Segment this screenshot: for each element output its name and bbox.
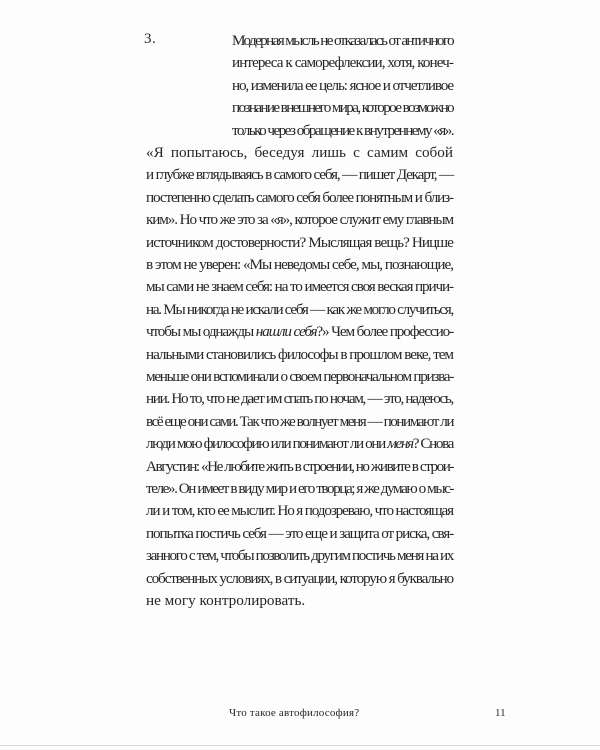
text-line-content: не могу контролировать. <box>146 592 306 609</box>
text-line-content: познание внешнего мира, которое возможно <box>232 99 453 117</box>
text-line-content: «Я попытаюсь, беседуя лишь с самим собой <box>146 144 453 161</box>
text-line <box>146 142 453 164</box>
text-line-tail: ?» Чем более профессио- <box>316 323 454 341</box>
text-line-content: теле». Он имеет в виду мир и его творца; я же думаю о мыс- <box>146 480 453 497</box>
text-line-content: нии. Но то, что не дает им спать по ночам, — это, надеюсь, <box>146 390 453 408</box>
text-line <box>146 209 453 231</box>
text-line-content: собственных условиях, в ситуации, которую я буквально <box>146 569 453 587</box>
text-line-content: ким». Но что же это за «я», которое служит ему главным <box>146 211 454 229</box>
text-line-tail: ? Снова <box>412 435 454 453</box>
text-line-content: люди мою философию или понимают ли они <box>146 435 385 453</box>
text-line <box>146 411 453 433</box>
emphasis: меня <box>387 435 413 453</box>
text-line <box>146 254 453 276</box>
text-line <box>232 75 453 97</box>
text-line-content: нальными становились философы в прошлом веке, тем <box>146 345 453 363</box>
text-line <box>146 276 453 298</box>
text-line-content: постепенно сделать самого себя более понятным и близ- <box>146 188 453 206</box>
text-line-content: ли и том, кто ее мыслит. Но я подозреваю, что настоящая <box>146 502 453 520</box>
text-line-content: мы сами не знаем себя: на то имеется своя веская причи- <box>146 278 453 296</box>
text-line-content: на. Мы никогда не искали себя — как же могло случиться, <box>146 300 453 318</box>
body-text <box>0 30 600 609</box>
text-line-content: чтобы мы однажды <box>146 323 254 341</box>
text-line-content: меньше они вспоминали о своем первоначальном призва- <box>146 368 453 385</box>
text-line <box>146 590 305 612</box>
text-line <box>146 433 453 455</box>
text-line-content: Августин: «Не любите жить в строении, но живите в строи- <box>146 457 453 475</box>
text-line <box>146 456 453 478</box>
text-line <box>146 232 453 254</box>
text-line <box>146 478 453 500</box>
text-line <box>232 97 453 119</box>
text-line-content: в этом не уверен: «Мы неведомы себе, мы, познающие, <box>146 256 453 273</box>
text-line <box>146 164 453 186</box>
text-line <box>232 120 453 142</box>
text-line-content: Модерная мысль не отказалась от античного <box>232 32 453 49</box>
text-line <box>146 366 453 388</box>
text-line-content: интереса к саморефлексии, хотя, конеч- <box>232 54 453 72</box>
emphasis: нашли себя <box>255 323 317 341</box>
text-line <box>232 30 453 52</box>
page-edge <box>0 745 600 746</box>
text-line <box>146 523 453 545</box>
page-number: 11 <box>495 707 506 719</box>
text-line-content: попытка постичь себя — это еще и защита от риска, свя- <box>146 524 453 542</box>
text-line <box>146 344 453 366</box>
text-line <box>146 545 453 567</box>
text-line <box>146 568 453 590</box>
text-line <box>232 52 453 74</box>
text-line-content: источником достоверности? Мыслящая вещь? Ницше <box>146 233 453 251</box>
text-line-content: только через обращение к внутреннему «я». <box>232 121 453 139</box>
text-line <box>146 388 453 410</box>
running-title: Что такое автофилософия? <box>229 707 360 719</box>
text-line-content: но, изменила ее цель: ясное и отчетливое <box>232 76 453 94</box>
text-line <box>146 321 453 343</box>
text-line-content: и глубже вглядываясь в самого себя, — пишет Декарт, — <box>146 166 453 184</box>
text-line <box>146 187 453 209</box>
text-line <box>146 299 453 321</box>
text-line-content: занного с тем, чтобы позволить другим постичь меня на их <box>146 547 453 565</box>
text-line <box>146 500 453 522</box>
text-line-content: всё еще они сами. Так что же волнует меня — понимают ли <box>146 412 453 430</box>
section-number: 3. <box>144 31 157 47</box>
